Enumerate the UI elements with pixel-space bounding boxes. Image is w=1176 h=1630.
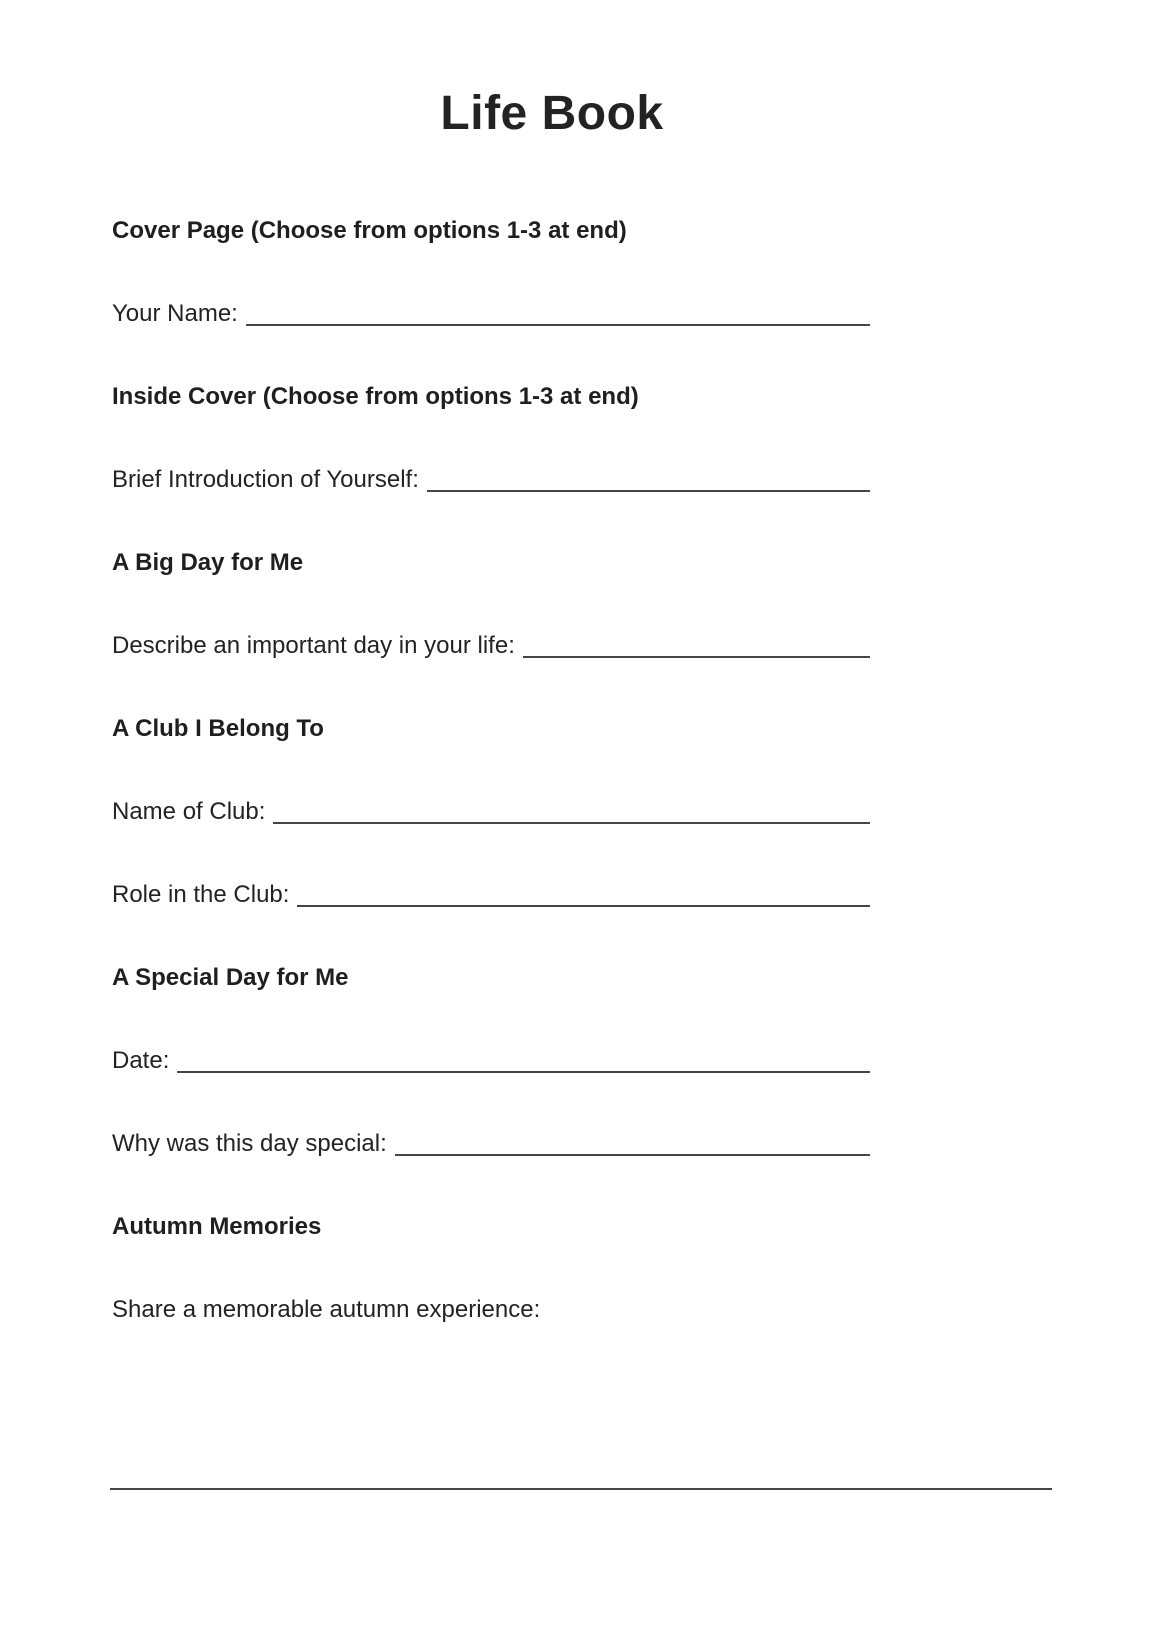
field-club-role (112, 880, 870, 909)
field-important-day (112, 631, 870, 660)
field-label-why-special: Why was this day special: (112, 1130, 387, 1157)
field-why-special (112, 1129, 870, 1158)
field-label-important-day: Describe an important day in your life: (112, 632, 515, 659)
field-label-your-name: Your Name: (112, 300, 238, 327)
write-line-date (177, 1046, 870, 1073)
section-heading-inside-cover: Inside Cover (Choose from options 1-3 at end) (112, 383, 639, 410)
write-line-important-day (523, 631, 870, 658)
field-club-name (112, 797, 870, 826)
write-line-full-width (110, 1488, 1052, 1490)
write-line-your-name (246, 299, 870, 326)
section-heading-cover-page: Cover Page (Choose from options 1-3 at end) (112, 217, 627, 244)
field-label-club-role: Role in the Club: (112, 881, 290, 908)
prompt-autumn-experience: Share a memorable autumn experience: (112, 1296, 541, 1323)
field-brief-introduction (112, 465, 870, 494)
write-line-brief-introduction (427, 465, 870, 492)
section-heading-special-day: A Special Day for Me (112, 964, 349, 991)
field-date (112, 1046, 870, 1075)
section-heading-autumn-memories: Autumn Memories (112, 1213, 322, 1240)
field-your-name (112, 299, 870, 328)
section-heading-club: A Club I Belong To (112, 715, 324, 742)
section-heading-big-day: A Big Day for Me (112, 549, 304, 576)
write-line-club-role (297, 880, 870, 907)
write-line-why-special (395, 1129, 870, 1156)
field-label-brief-introduction: Brief Introduction of Yourself: (112, 466, 419, 493)
field-label-club-name: Name of Club: (112, 798, 266, 825)
page-title: Life Book (440, 87, 664, 140)
field-label-date: Date: (112, 1047, 170, 1074)
write-line-club-name (273, 797, 870, 824)
